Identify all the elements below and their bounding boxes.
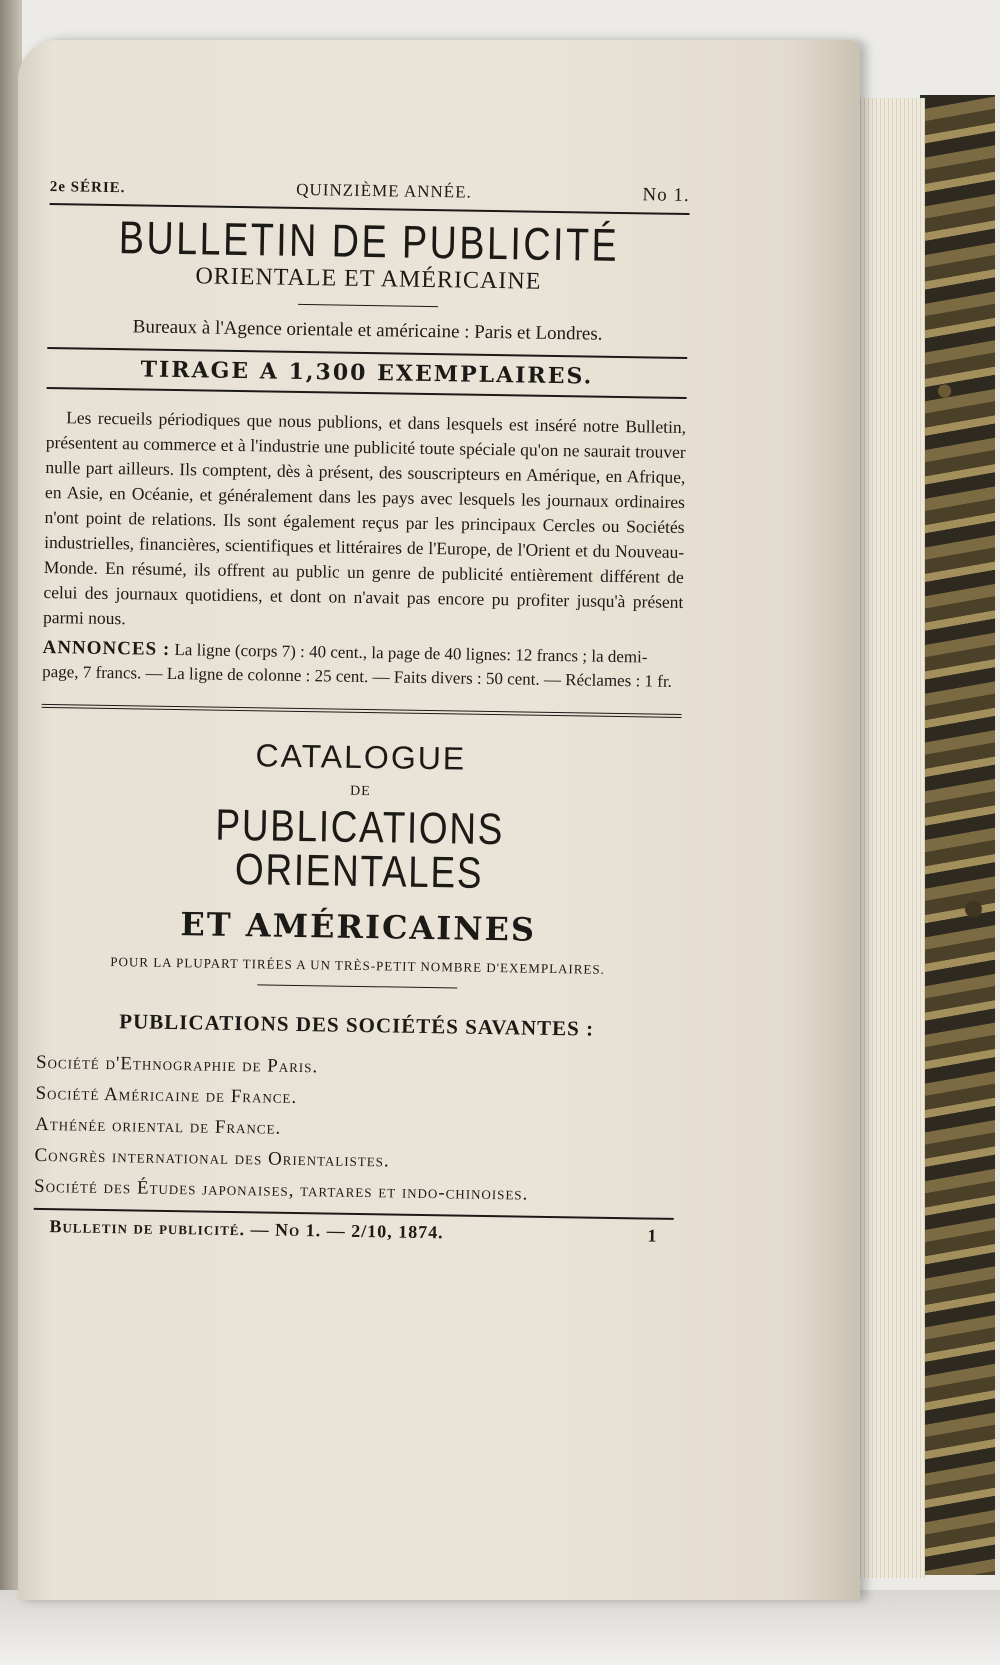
- societes-heading: PUBLICATIONS DES SOCIÉTÉS SAVANTES :: [119, 1009, 595, 1041]
- intro-paragraph: Les recueils périodiques que nous publions, et dans lesquels est inséré notre Bulletin, présentent au commerce et à l'industrie une publicité toute spéciale qu'on ne saurait trouver nulle part ailleurs. Ils comptent, dès à présent, des souscripteurs en Amérique, en Afrique, en Asie, en Océanie, et généralement dans les pays avec lesquels les journaux ordinaires n'ont point de relations. Ils sont également reçus par les principaux Cercles ou Sociétés industrielles, financières, scientifiques et littéraires de l'Europe, de l'Orient et du Nouveau-Monde. En résumé, ils offrent au public un genre de publicité entièrement différent de celui des journaux quotidiens, et dont on n'avait pas encore pu profiter jusqu'à présent parmi nous.: [42, 407, 687, 629]
- short-rule: [298, 304, 438, 307]
- annonces-text: La ligne (corps 7) : 40 cent., la page de 40 lignes: 12 francs ; la demi-page, 7 francs. — La ligne de colonne : 25 cent. — Faits divers : 50 cent. — Réclames : 1 fr.: [42, 640, 673, 691]
- bureaux-line: Bureaux à l'Agence orientale et américaine : Paris et Londres.: [132, 316, 603, 345]
- catalogue-de: DE: [349, 783, 371, 800]
- table-surface: [0, 1590, 1000, 1665]
- footer-text: Bulletin de publicité. — No 1. — 2/10, 1874.: [49, 1216, 444, 1243]
- plupart-line: POUR LA PLUPART TIRÉES A UN TRÈS-PETIT NOMBRE D'EXEMPLAIRES.: [110, 954, 606, 977]
- list-item: Athénée oriental de France.: [34, 1113, 282, 1139]
- annonces-paragraph: [42, 636, 683, 694]
- masthead: [50, 175, 690, 207]
- list-item: Société Américaine de France.: [35, 1082, 298, 1108]
- annonces-label: ANNONCES :: [42, 636, 171, 660]
- americaines-title: ET AMÉRICAINES: [180, 905, 537, 949]
- list-item: Société d'Ethnographie de Paris.: [35, 1051, 319, 1078]
- book-page: [18, 40, 860, 1600]
- book-cover-edge: [920, 95, 995, 1575]
- publications-title: PUBLICATIONS ORIENTALES: [215, 800, 505, 898]
- annee-label: QUINZIÈME ANNÉE.: [296, 179, 472, 202]
- catalogue-title: CATALOGUE: [255, 737, 467, 777]
- page-footer: [33, 1216, 673, 1247]
- list-item: Société des Études japonaises, tartares et indo-chinoises.: [33, 1175, 529, 1205]
- page-number: 1: [647, 1225, 658, 1246]
- issue-number: No 1.: [642, 184, 690, 207]
- short-rule: [257, 984, 457, 988]
- tirage-line: TIRAGE A 1,300 EXEMPLAIRES.: [140, 356, 594, 390]
- serie-label: 2e SÉRIE.: [49, 178, 126, 197]
- societes-list: [34, 1047, 676, 1212]
- bulletin-title: BULLETIN DE PUBLICITÉ: [118, 211, 620, 271]
- list-item: Congrès international des Orientalistes.: [34, 1144, 390, 1172]
- double-rule: [42, 704, 682, 718]
- bulletin-subtitle: ORIENTALE ET AMÉRICAINE: [195, 263, 542, 295]
- page-content: [33, 175, 690, 1247]
